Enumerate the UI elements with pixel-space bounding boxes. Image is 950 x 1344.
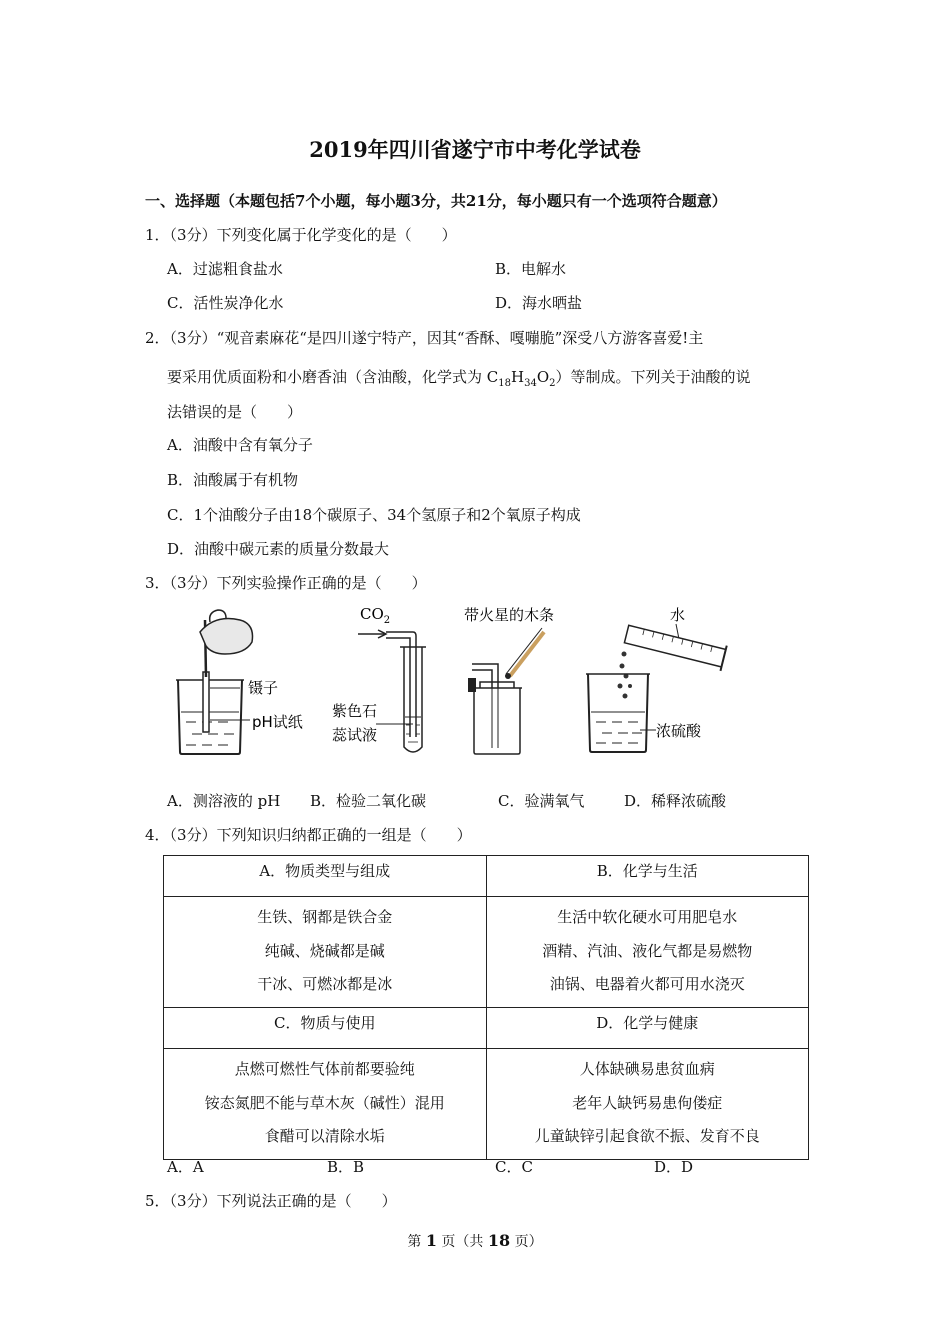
q4-table-head-b: B．化学与生活 — [486, 856, 809, 897]
figure-a-label-tweezers: 镊子 — [248, 679, 279, 697]
q4-option-d: D．D — [654, 1158, 694, 1176]
q4-table-c-line: 食醋可以清除水垢 — [264, 1127, 385, 1145]
q2-option-c: C．1个油酸分子由18个碳原子、34个氢原子和2个氧原子构成 — [167, 506, 581, 524]
q4-table-cell-b — [486, 897, 809, 1008]
q4-table-a-line: 生铁、钢都是铁合金 — [257, 908, 393, 926]
page-total: 18 — [487, 1231, 511, 1250]
q4-table-d-line: 儿童缺锌引起食欲不振、发育不良 — [534, 1127, 760, 1145]
q3-option-b: B．检验二氧化碳 — [310, 792, 427, 810]
q4-knowledge-table — [163, 855, 809, 1160]
figure-b-co2-subscript: 2 — [383, 615, 391, 626]
svg-text:CO2 — [360, 605, 390, 626]
q4-option-c: C．C — [495, 1158, 533, 1176]
figure-b-co2-test — [328, 602, 438, 762]
q3-stem: 3．（3分）下列实验操作正确的是（ ） — [145, 574, 427, 592]
figure-c-oxygen-test — [462, 602, 577, 762]
q4-table-b-line: 酒精、汽油、液化气都是易燃物 — [542, 941, 753, 960]
figure-d-label-water: 水 — [670, 606, 686, 624]
page-title: 2019年四川省遂宁市中考化学试卷 — [309, 137, 641, 162]
q1-option-c: C．活性炭净化水 — [167, 294, 284, 312]
q4-table-cell-d — [486, 1049, 809, 1160]
figure-a-label-ph-paper: pH试纸 — [252, 713, 303, 731]
q2-option-a: A．油酸中含有氧分子 — [167, 436, 313, 454]
q4-table-head-d: D．化学与健康 — [486, 1008, 809, 1049]
q4-table-b-line: 油锅、电器着火都可用水浇灭 — [549, 975, 745, 993]
figure-d-dilution — [580, 602, 730, 762]
q2-stem-line1: 2．（3分）“观音素麻花“是四川遂宁特产，因其“香酥、嘎嘣脆”深受八方游客喜爱!主 — [145, 329, 704, 347]
q2-option-d: D．油酸中碳元素的质量分数最大 — [167, 540, 390, 558]
figure-b-label-litmus-1: 紫色石 — [332, 702, 378, 720]
q4-table-head-c: C．物质与使用 — [164, 1008, 487, 1049]
q1-option-d: D．海水晒盐 — [495, 294, 583, 312]
q4-table-d-line: 老年人缺钙易患佝偻症 — [572, 1093, 723, 1112]
q4-stem: 4．（3分）下列知识归纳都正确的一组是（ ） — [145, 826, 472, 844]
q3-option-c: C．验满氧气 — [498, 792, 585, 810]
q4-table-head-a: A．物质类型与组成 — [164, 856, 487, 897]
q2-stem-line2: 要采用优质面粉和小磨香油（含油酸，化学式为 $C_{18}H_{34}O_2$）等制成。下列关于油酸的说 — [167, 368, 751, 389]
q4-option-b: B．B — [327, 1158, 365, 1176]
q3-option-d: D．稀释浓硫酸 — [624, 792, 727, 810]
page-footer: 第 1 页（共 18 页） — [407, 1231, 543, 1250]
figure-b-label-litmus-2: 蕊试液 — [332, 726, 378, 744]
q1-option-a: A．过滤粗食盐水 — [167, 260, 283, 278]
q4-table-d-line: 人体缺碘易患贫血病 — [579, 1060, 715, 1078]
figure-d-label-acid: 浓硫酸 — [656, 722, 702, 740]
q4-table-a-line: 干冰、可燃冰都是冰 — [257, 975, 393, 993]
q4-table-c-line: 铵态氮肥不能与草木灰（碱性）混用 — [204, 1093, 445, 1112]
figure-a-ph-test — [170, 602, 315, 762]
q3-option-a: A．测溶液的 pH — [167, 792, 281, 810]
figure-b-co2-text: CO — [360, 605, 384, 623]
q4-table-c-line: 点燃可燃性气体前都要验纯 — [234, 1060, 415, 1078]
page-number: 1 — [425, 1231, 437, 1250]
q4-table-cell-a — [164, 897, 487, 1008]
q2-stem-line3: 法错误的是（ ） — [167, 403, 303, 421]
section-heading: 一、选择题（本题包括7个小题，每小题3分，共21分，每小题只有一个选项符合题意） — [145, 192, 727, 210]
q2-option-b: B．油酸属于有机物 — [167, 471, 299, 489]
q1-option-b: B．电解水 — [495, 260, 567, 278]
q1-stem: 1．（3分）下列变化属于化学变化的是（ ） — [145, 226, 457, 244]
q4-table-cell-c — [164, 1049, 487, 1160]
q4-table-b-line: 生活中软化硬水可用肥皂水 — [557, 908, 738, 926]
q4-table-a-line: 纯碱、烧碱都是碱 — [264, 941, 385, 960]
q4-option-a: A．A — [167, 1158, 204, 1176]
figure-c-label-splint: 带火星的木条 — [464, 606, 555, 624]
q5-stem: 5．（3分）下列说法正确的是（ ） — [145, 1192, 397, 1210]
